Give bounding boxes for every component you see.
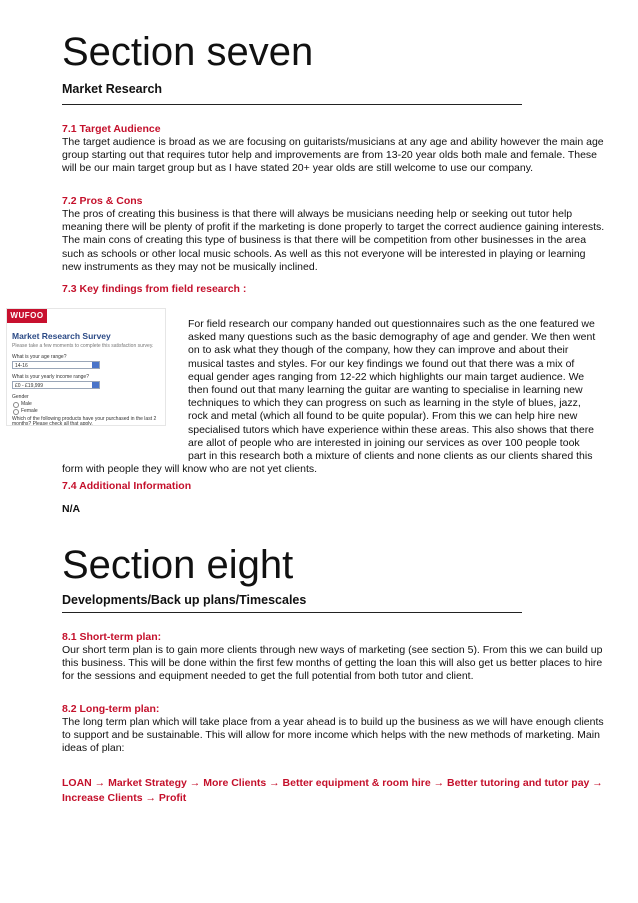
section-seven-title: Section seven [62, 30, 314, 74]
text-line: specialised tutors which have experience within these areas. This also shows that there [188, 423, 595, 436]
survey-question-age: What is your age range? [12, 354, 67, 360]
age-select-value: 14-16 [15, 363, 28, 369]
radio-male [13, 402, 19, 408]
text-line: then found out that many learning the guitar are wanting to specialise in learning new [188, 384, 583, 397]
radio-female-label: Female [21, 408, 38, 414]
heading-8-2: 8.2 Long-term plan: [62, 703, 160, 715]
text-line: techniques to which they can progress on such as learning in the style of blues, jazz, [188, 397, 581, 410]
radio-male-label: Male [21, 401, 32, 407]
section-eight-subtitle: Developments/Back up plans/Timescales [62, 593, 307, 607]
heading-7-1: 7.1 Target Audience [62, 123, 161, 135]
section-eight-divider [62, 612, 522, 613]
section-eight-title: Section eight [62, 543, 294, 587]
dropdown-arrow-icon [92, 382, 99, 388]
section-seven-subtitle: Market Research [62, 82, 163, 96]
survey-description: Please take a few moments to complete this satisfaction survey. [12, 343, 154, 349]
text-line: are allot of people who are interested in joining our services as over 100 people took [188, 436, 580, 449]
radio-female [13, 409, 19, 415]
heading-7-3: 7.3 Key findings from field research : [62, 283, 247, 295]
text-line: equal gender ages ranging from 12-22 which highlights our main target audience. We [188, 370, 585, 383]
survey-title: Market Research Survey [12, 331, 111, 341]
paragraph-8-2: The long term plan which will take place from a year ahead is to build up the business as we will have enough clients to support and be sustainable. This will allow for more income which helps with the new methods of marketing. Main ideas of plan: [62, 716, 604, 755]
wufoo-logo: WUFOO [7, 309, 47, 323]
paragraph-7-4: N/A [62, 503, 81, 515]
text-line: part in this research both a mixture of clients and none clients as our clients shared this [188, 450, 593, 463]
survey-question-gender: Gender [12, 394, 29, 400]
dropdown-arrow-icon [92, 362, 99, 368]
paragraph-7-1: The target audience is broad as we are focusing on guitarists/musicians at any age and ability however the main age group starting out that requires tutor help and improvements are from 13-20 year olds both male and female. These will be our main target group but as I have stated 20+ year olds are still welcome to use our company. [62, 136, 604, 175]
text-line: asked many questions such as the basic demography of age and gender. We then went [188, 331, 596, 344]
survey-form-image [6, 308, 166, 426]
survey-question-products-1: Which of the following products have your purchased in the last 2 [12, 416, 157, 422]
text-line: on to ask what they though of the company, how they can improve and about their [188, 344, 569, 357]
section-seven-divider [62, 104, 522, 105]
paragraph-8-1: Our short term plan is to gain more clients through new ways of marketing (see section 5). From this we can build up this business. This will be done within the first few months of getting the loan this will also get us better places to hire for the sessions and equipment needed to get the full potential from both tutor and client. [62, 644, 603, 683]
text-line: rock and metal (which all found to be quite popular). From this we can help hire new [188, 410, 578, 423]
paragraph-7-2: The pros of creating this business is that there will always be musicians needing help or seeking out tutor help meaning there will be plenty of profit if the marketing is done properly to target the correct audience gaining interests. The main cons of creating this type of business is that there will be competition from other businesses in the area such as schools or other local music schools. As well as this not everyone will be interested in playing or learning new instruments as they may not be musically inclined. [62, 208, 605, 273]
paragraph-7-3 [188, 318, 608, 463]
survey-question-products-2: months? Please check all that apply. [12, 421, 93, 426]
heading-8-1: 8.1 Short-term plan: [62, 631, 162, 643]
plan-flow: LOAN → Market Strategy → More Clients → Better equipment & room hire → Better tutoring and tutor pay → Increase Clients → Profit [62, 777, 603, 804]
text-line: musical tastes and styles. For our key findings we found out that there was a mix of [188, 357, 575, 370]
text-line: For field research our company handed out questionnaires such as the one featured we [188, 318, 595, 330]
income-select [12, 381, 100, 389]
income-select-value: £0 - £19,999 [15, 383, 44, 389]
heading-7-4: 7.4 Additional Information [62, 480, 192, 492]
paragraph-7-3-end: form with people they will know who are not yet clients. [62, 463, 318, 475]
age-select [12, 361, 100, 369]
heading-7-2: 7.2 Pros & Cons [62, 195, 143, 207]
survey-question-income: What is your yearly income range? [12, 374, 89, 380]
